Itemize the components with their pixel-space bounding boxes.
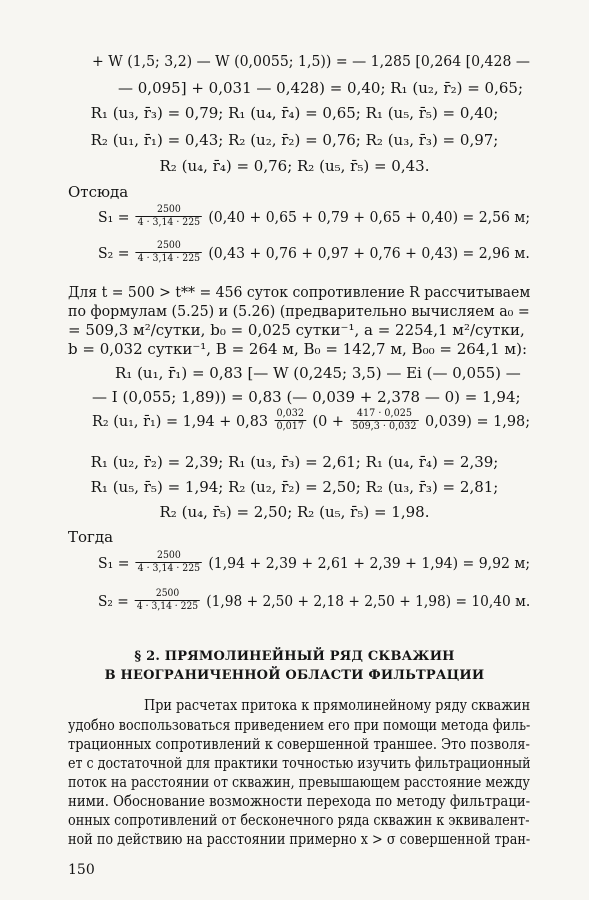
denominator: 4 · 3,14 · 225 bbox=[136, 601, 199, 612]
numerator: 417 · 0,025 bbox=[356, 408, 412, 419]
paragraph-line: трационных сопротивлений к совершенной траншее. Это позволя- bbox=[68, 735, 530, 753]
equation-lhs: S₁ = bbox=[98, 207, 130, 226]
fraction bbox=[135, 588, 200, 613]
fraction bbox=[350, 408, 418, 433]
denominator: 509,3 · 0,032 bbox=[352, 421, 417, 432]
equation-lhs: S₂ = bbox=[98, 591, 129, 610]
paragraph-line: b = 0,032 сутки⁻¹, B = 264 м, B₀ = 142,7 м, B₀₀ = 264,1 м): bbox=[68, 340, 528, 358]
equation-rhs: (1,98 + 2,50 + 2,18 + 2,50 + 1,98) = 10,40 м. bbox=[206, 591, 531, 610]
fraction bbox=[136, 204, 202, 229]
paragraph-line: онных сопротивлений от бесконечного ряда скважин к эквивалент- bbox=[68, 811, 530, 829]
numerator: 2500 bbox=[156, 550, 181, 561]
equation-line: R₂ (u₁, r̄₁) = 0,43; R₂ (u₂, r̄₂) = 0,76; R₂ (u₃, r̄₃) = 0,97; bbox=[90, 131, 499, 149]
equation-rhs: (0,40 + 0,65 + 0,79 + 0,65 + 0,40) = 2,56 м; bbox=[208, 207, 531, 226]
paragraph-line: удобно воспользоваться приведением его при помощи метода филь- bbox=[68, 716, 531, 734]
equation-line: R₂ (u₄, r̄₄) = 0,76; R₂ (u₅, r̄₅) = 0,43. bbox=[159, 157, 430, 175]
equation-mid: (0 + bbox=[312, 411, 344, 430]
denominator: 0,017 bbox=[276, 421, 305, 432]
equation-line: + W (1,5; 3,2) — W (0,0055; 1,5)) = — 1,285 [0,264 [0,428 — bbox=[92, 52, 530, 70]
equation-line: — I (0,055; 1,89)) = 0,83 (— 0,039 + 2,378 — 0) = 1,94; bbox=[92, 388, 521, 406]
text-otsyuda: Отсюда bbox=[68, 183, 129, 201]
equation-line: R₁ (u₁, r̄₁) = 0,83 [— W (0,245; 3,5) — Ei (— 0,055) — bbox=[115, 364, 521, 382]
equation-lhs: S₁ = bbox=[98, 553, 130, 572]
paragraph-line: Для t = 500 > t** = 456 суток сопротивление R рассчитываем bbox=[68, 283, 531, 301]
text-togda: Тогда bbox=[68, 528, 114, 546]
paragraph-line: При расчетах притока к прямолинейному ряду скважин bbox=[144, 696, 531, 714]
numerator: 2500 bbox=[156, 240, 181, 251]
equation-s2 bbox=[98, 588, 530, 613]
fraction bbox=[136, 550, 202, 575]
page-number: 150 bbox=[68, 862, 95, 878]
equation-line: R₁ (u₅, r̄₅) = 1,94; R₂ (u₂, r̄₂) = 2,50; R₂ (u₃, r̄₃) = 2,81; bbox=[90, 478, 499, 496]
equation-line: R₁ (u₂, r̄₂) = 2,39; R₁ (u₃, r̄₃) = 2,61; R₁ (u₄, r̄₄) = 2,39; bbox=[90, 453, 499, 471]
denominator: 4 · 3,14 · 225 bbox=[137, 217, 201, 228]
paragraph-line: ними. Обоснование возможности перехода по методу фильтраци- bbox=[68, 792, 531, 810]
equation-line-fractions bbox=[92, 408, 530, 433]
numerator: 2500 bbox=[155, 588, 180, 599]
equation-line: R₁ (u₃, r̄₃) = 0,79; R₁ (u₄, r̄₄) = 0,65; R₁ (u₅, r̄₅) = 0,40; bbox=[90, 104, 499, 122]
equation-s2 bbox=[98, 240, 530, 265]
numerator: 0,032 bbox=[276, 408, 305, 419]
paragraph-line: ет с достаточной для практики точностью изучить фильтрационный bbox=[68, 754, 531, 772]
paragraph-line: поток на расстоянии от скважин, превышающем расстояние между bbox=[68, 773, 530, 791]
equation-s1 bbox=[98, 550, 530, 575]
fraction bbox=[275, 408, 306, 433]
fraction bbox=[136, 240, 202, 265]
equation-rhs: (0,43 + 0,76 + 0,97 + 0,76 + 0,43) = 2,96 м. bbox=[208, 243, 530, 262]
paragraph-line: по формулам (5.25) и (5.26) (предварительно вычисляем a₀ = bbox=[68, 302, 530, 320]
section-title-line: В НЕОГРАНИЧЕННОЙ ОБЛАСТИ ФИЛЬТРАЦИИ bbox=[104, 668, 485, 683]
paragraph-line: ной по действию на расстоянии примерно x > σ совершенной тран- bbox=[68, 830, 531, 848]
equation-line: — 0,095] + 0,031 — 0,428) = 0,40; R₁ (u₂, r̄₂) = 0,65; bbox=[118, 79, 523, 97]
equation-line: R₂ (u₄, r̄₅) = 2,50; R₂ (u₅, r̄₅) = 1,98. bbox=[159, 503, 430, 521]
equation-lhs: S₂ = bbox=[98, 243, 130, 262]
equation-lhs: R₂ (u₁, r̄₁) = 1,94 + 0,83 bbox=[92, 411, 269, 430]
equation-rhs: 0,039) = 1,98; bbox=[424, 411, 531, 430]
equation-s1 bbox=[98, 204, 530, 229]
denominator: 4 · 3,14 · 225 bbox=[137, 563, 201, 574]
equation-rhs: (1,94 + 2,39 + 2,61 + 2,39 + 1,94) = 9,92 м; bbox=[208, 553, 531, 572]
section-title-line: § 2. ПРЯМОЛИНЕЙНЫЙ РЯД СКВАЖИН bbox=[134, 649, 455, 664]
numerator: 2500 bbox=[156, 204, 181, 215]
paragraph-line: = 509,3 м²/сутки, b₀ = 0,025 сутки⁻¹, a = 2254,1 м²/сутки, bbox=[68, 321, 525, 339]
denominator: 4 · 3,14 · 225 bbox=[137, 253, 201, 264]
